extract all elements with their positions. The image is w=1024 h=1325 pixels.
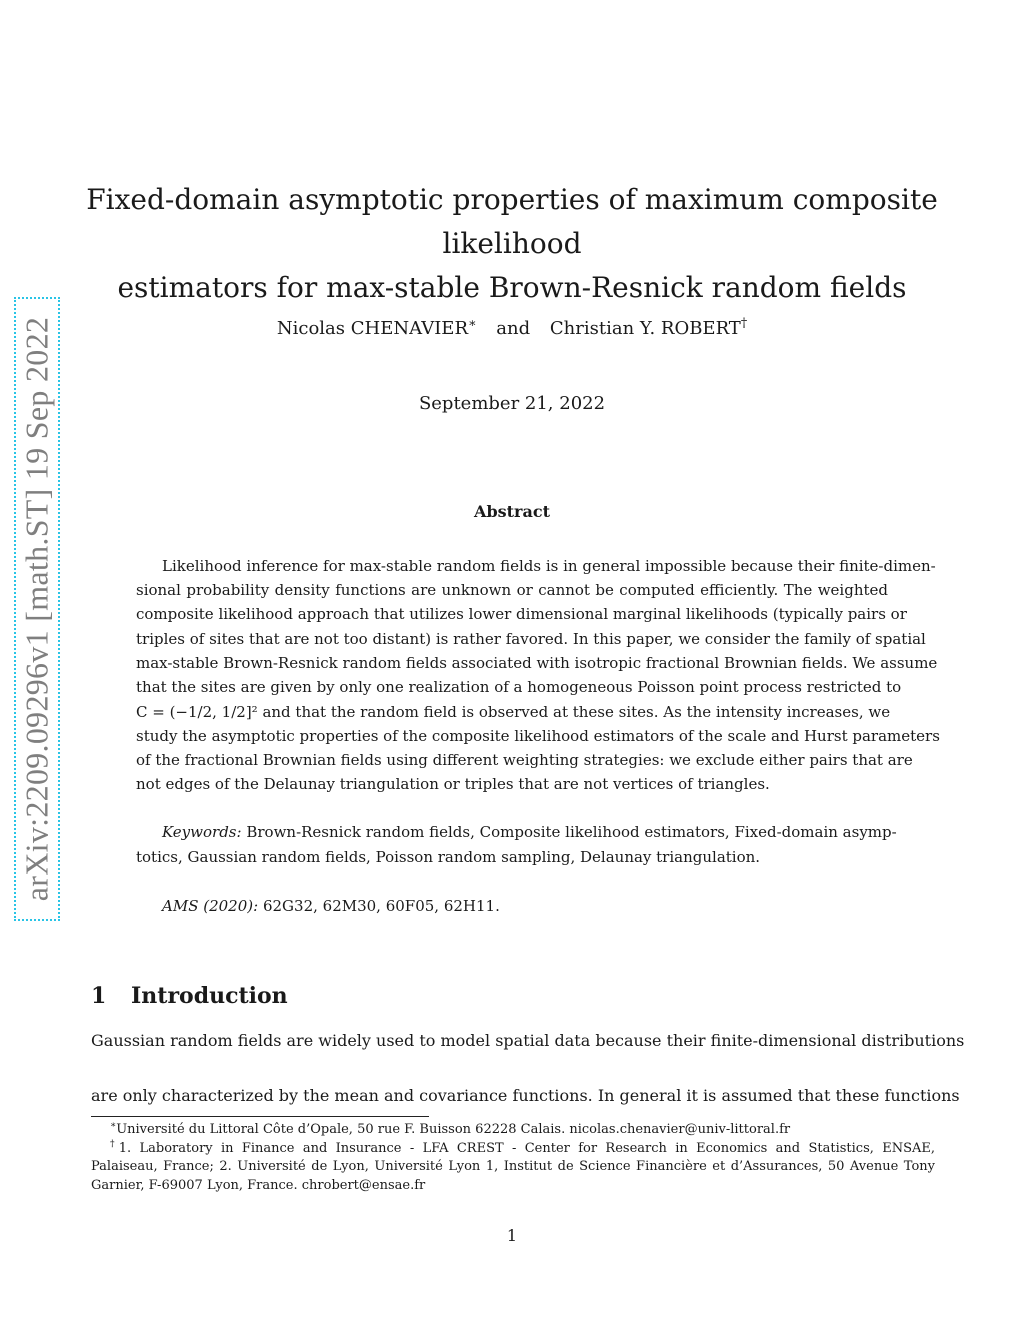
abstract-line: max-stable Brown-Resnick random fields associated with isotropic fractional Brownian fields. We assume — [136, 654, 938, 672]
keywords-label: Keywords: — [162, 823, 242, 841]
footnote-1 — [110, 1122, 935, 1137]
page-number: 1 — [506, 1226, 518, 1245]
abstract-line: not edges of the Delaunay triangulation or triples that are not vertices of triangles. — [136, 775, 770, 793]
keywords-line-2: totics, Gaussian random fields, Poisson random sampling, Delaunay triangulation. — [136, 848, 761, 866]
footnote-2-text: 1. Laboratory in Finance and Insurance - LFA CREST - Center for Research in Economics and Statistics, ENSAE, — [118, 1141, 936, 1156]
abstract-line: triples of sites that are not too distant) is rather favored. In this paper, we consider the family of spatial — [136, 630, 926, 648]
abstract-line: that the sites are given by only one realization of a homogeneous Poisson point process restricted to — [136, 678, 902, 696]
intro-line: are only characterized by the mean and covariance functions. In general it is assumed that these functions — [91, 1086, 960, 1105]
abstract-line: study the asymptotic properties of the composite likelihood estimators of the scale and Hurst parameters — [136, 727, 940, 745]
footnote-2-line: Garnier, F-69007 Lyon, France. chrobert@ensae.fr — [91, 1178, 426, 1193]
author-robert: Christian Y. ROBERT — [549, 318, 741, 339]
author-separator: and — [496, 318, 531, 339]
footnote-1-mark: ∗ — [110, 1120, 117, 1131]
section-heading-introduction — [91, 983, 288, 1009]
arxiv-identifier: arXiv:2209.09296v1 [math.ST] 19 Sep 2022 — [18, 316, 55, 902]
title-line-2: estimators for max-stable Brown-Resnick random fields — [117, 271, 907, 304]
arxiv-side-stamp — [14, 297, 60, 921]
footnote-2-mark: † — [110, 1139, 119, 1150]
section-number: 1 — [91, 983, 107, 1009]
keywords-text-1: Brown-Resnick random fields, Composite likelihood estimators, Fixed-domain asymp- — [246, 823, 897, 841]
footnote-2-line — [110, 1141, 935, 1156]
ams-label: AMS (2020): — [162, 897, 259, 915]
footnote-rule — [91, 1116, 429, 1117]
keywords-line-1 — [162, 823, 897, 841]
ams-classification — [162, 897, 888, 915]
abstract-line: sional probability density functions are unknown or cannot be computed efficiently. The weighted — [136, 581, 888, 599]
authors — [80, 315, 944, 339]
author1-footnote-mark: ∗ — [468, 315, 477, 330]
section-title: Introduction — [131, 983, 288, 1009]
title-line-1: Fixed-domain asymptotic properties of maximum composite likelihood — [86, 183, 938, 260]
paper-title — [80, 178, 944, 310]
footnote-1-text: Université du Littoral Côte d’Opale, 50 rue F. Buisson 62228 Calais. nicolas.chenavier@univ-littoral.fr — [116, 1122, 791, 1137]
paper-date: September 21, 2022 — [418, 393, 606, 414]
abstract-line: of the fractional Brownian fields using different weighting strategies: we exclude either pairs that are — [136, 751, 913, 769]
author-chenavier: Nicolas CHENAVIER — [276, 318, 468, 339]
footnote-2-line: Palaiseau, France; 2. Université de Lyon, Université Lyon 1, Institut de Science Financière et d’Assurances, 50 Avenue Tony — [91, 1159, 935, 1174]
abstract-line: C = (−1/2, 1/2]² and that the random field is observed at these sites. As the intensity increases, we — [136, 703, 891, 721]
author2-footnote-mark: † — [740, 315, 748, 330]
abstract-heading: Abstract — [474, 502, 550, 521]
intro-line: Gaussian random fields are widely used to model spatial data because their finite-dimensional distributions — [91, 1031, 965, 1050]
abstract-line: composite likelihood approach that utilizes lower dimensional marginal likelihoods (typically pairs or — [136, 605, 907, 623]
abstract-line: Likelihood inference for max-stable random fields is in general impossible because their finite-dimen- — [162, 557, 936, 575]
ams-codes: 62G32, 62M30, 60F05, 62H11. — [262, 897, 500, 915]
